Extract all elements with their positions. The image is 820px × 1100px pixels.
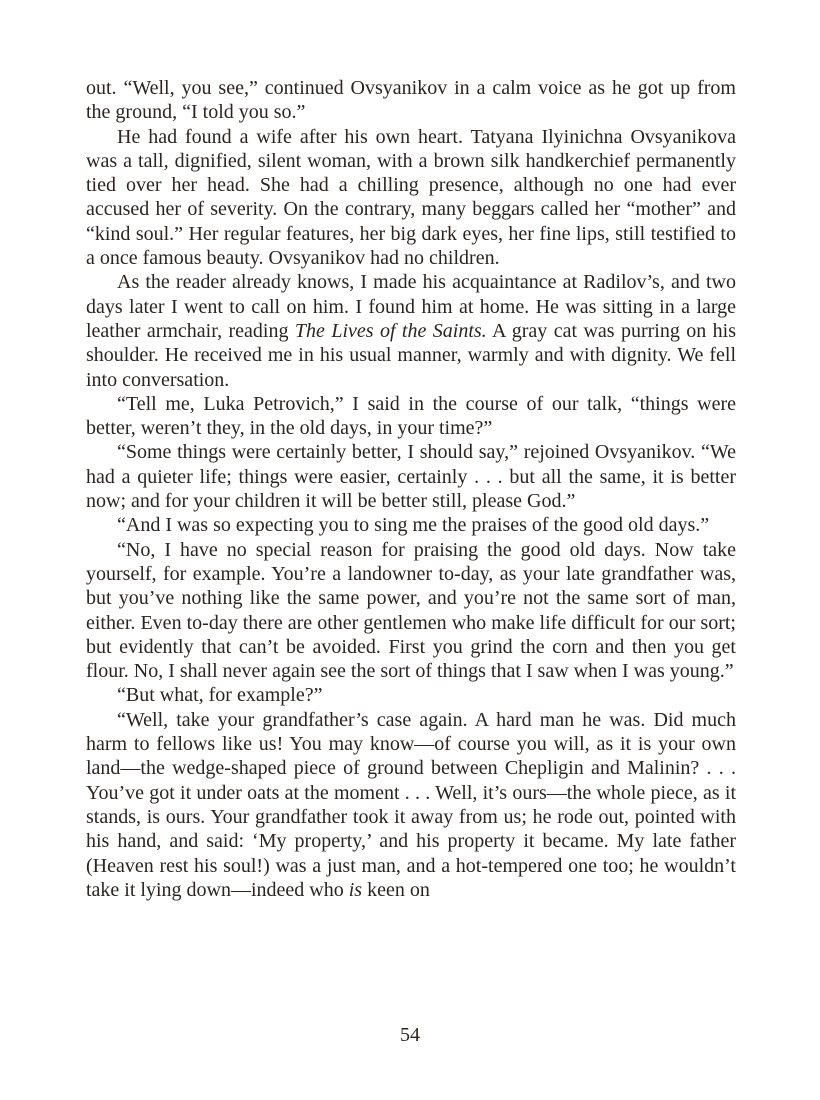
paragraph: [86, 440, 736, 513]
paragraph: [86, 125, 736, 271]
text-run: “No, I have no special reason for praising the good old days. Now take yourself, for example. You’re a landowner to-day, as your late grandfather was, but you’ve nothing like the same power, and you’re not the same sort of man, either. Even to-day there are other gentlemen who make life difficult for our sort; but evidently that can’t be avoided. First you grind the corn and then you get flour. No, I shall never again see the sort of things that I saw when I was young.”: [86, 538, 736, 683]
paragraph: [86, 270, 736, 391]
text-run: He had found a wife after his own heart. Tatyana Ilyinichna Ovsyanikova was a tall, dignified, silent woman, with a brown silk handkerchief permanently tied over her head. She had a chilling presence, although no one had ever accused her of severity. On the contrary, many beggars called her “mother” and “kind soul.” Her regular features, her big dark eyes, her fine lips, still testified to a once famous beauty. Ovsyanikov had no children.: [86, 125, 736, 270]
text-run: A gray cat was purring on his shoulder. He received me in his usual manner, warmly and with dignity. We fell into conversation.: [86, 319, 737, 391]
italic-text: The Lives of the Saints.: [294, 319, 487, 342]
text-run: As the reader already knows, I made his acquaintance at Radilov’s, and two days later I went to call on him. I found him at home. He was sitting in a large leather armchair, reading: [86, 271, 736, 342]
text-run: “But what, for example?”: [117, 684, 323, 707]
page-number: 54: [400, 1024, 420, 1046]
text-run: “Tell me, Luka Petrovich,” I said in the course of our talk, “things were better, weren’t they, in the old days, in your time?”: [86, 392, 736, 440]
text-run: “And I was so expecting you to sing me the praises of the good old days.”: [117, 514, 710, 537]
paragraph: [86, 392, 736, 441]
page-body: [86, 76, 736, 902]
text-run: keen on: [362, 878, 430, 901]
text-run: “Some things were certainly better, I should say,” rejoined Ovsyanikov. “We had a quieter life; things were easier, certainly . . . but all the same, it is better now; and for your children it will be better still, please God.”: [86, 441, 736, 513]
paragraph: [86, 76, 736, 125]
text-run: “Well, take your grandfather’s case again. A hard man he was. Did much harm to fellows like us! You may know—of course you will, as it is your own land—the wedge-shaped piece of ground between Chepligin and Malinin? . . . You’ve got it under oats at the moment . . . Well, it’s ours—the whole piece, as it stands, is ours. Your grandfather took it away from us; he rode out, pointed with his hand, and said: ‘My property,’ and his property it became. My late father (Heaven rest his soul!) was a just man, and a hot-tempered one too; he wouldn’t take it lying down—indeed who: [86, 708, 736, 901]
paragraph: [86, 708, 736, 902]
text-run: out. “Well, you see,” continued Ovsyanikov in a calm voice as he got up from the ground, “I told you so.”: [86, 77, 736, 124]
paragraph: [86, 513, 736, 537]
paragraph: [86, 683, 736, 707]
italic-text: is: [348, 878, 363, 901]
paragraph: [86, 538, 736, 684]
